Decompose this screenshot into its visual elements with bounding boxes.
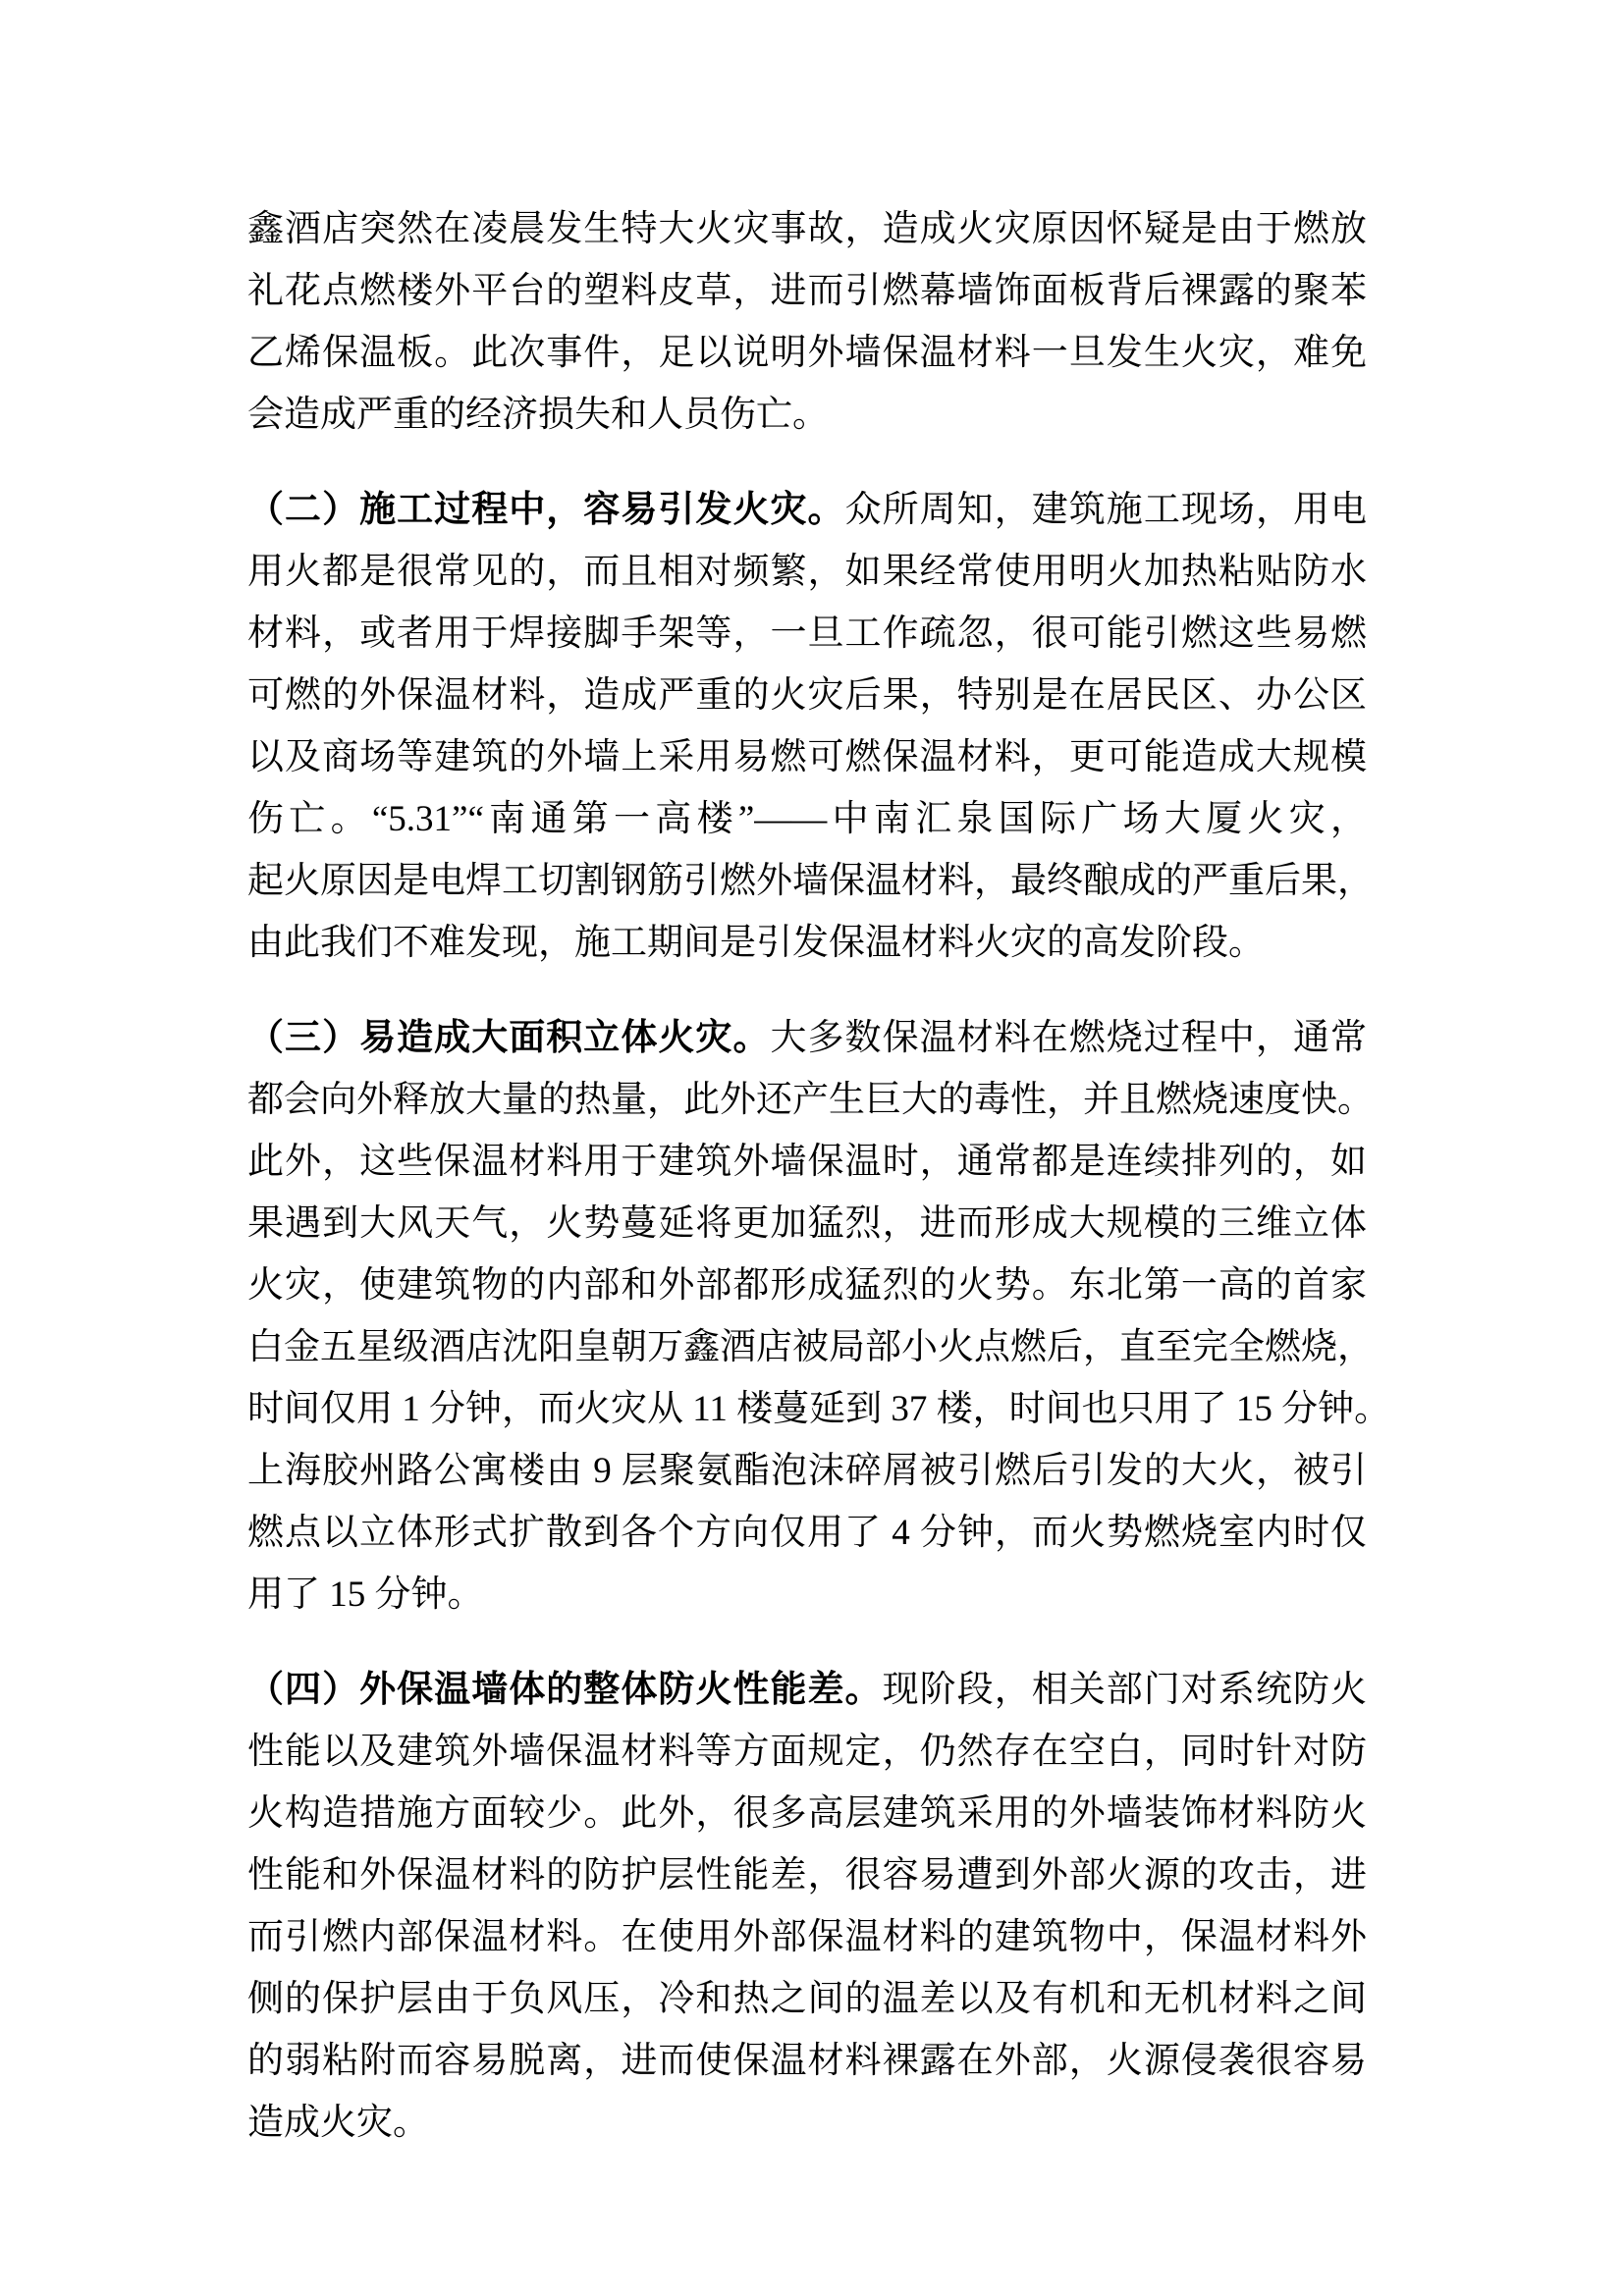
document-body: [247, 198, 1391, 2187]
line-text: 乙烯保温板。此次事件，足以说明外墙保温材料一旦发生火灾，难免: [247, 333, 1367, 373]
line-text: 白金五星级酒店沈阳皇朝万鑫酒店被局部小火点燃后，直至完全燃烧，: [247, 1327, 1374, 1367]
text-line: [247, 665, 1367, 726]
line-text: 造成火灾。: [247, 2103, 429, 2143]
line-text: 火灾，使建筑物的内部和外部都形成猛烈的火势。东北第一高的首家: [247, 1265, 1367, 1306]
section-heading: （二）施工过程中，容易引发火灾。: [247, 490, 845, 530]
line-text: 都会向外释放大量的热量，此外还产生巨大的毒性，并且燃烧速度快。: [247, 1080, 1374, 1120]
line-text: 鑫酒店突然在凌晨发生特大火灾事故，造成火灾原因怀疑是由于燃放: [247, 209, 1367, 249]
text-line: [247, 1131, 1367, 1193]
line-text: 起火原因是电焊工切割钢筋引燃外墙保温材料，最终酿成的严重后果，: [247, 861, 1374, 901]
paragraph: [247, 479, 1374, 974]
text-line: [247, 1721, 1367, 1783]
paragraph: [247, 1659, 1367, 2154]
line-text: 可燃的外保温材料，造成严重的火灾后果，特别是在居民区、办公区: [247, 675, 1367, 716]
line-text: 燃点以立体形式扩散到各个方向仅用了 4 分钟，而火势燃烧室内时仅: [247, 1513, 1367, 1553]
text-line: [247, 1193, 1367, 1255]
text-line: [247, 788, 1367, 850]
line-text: 时间仅用 1 分钟，而火灾从 11 楼蔓延到 37 楼，时间也只用了 15 分钟。: [247, 1389, 1391, 1429]
line-text: 用火都是很常见的，而且相对频繁，如果经常使用明火加热粘贴防水: [247, 552, 1367, 592]
text-line: [247, 198, 1367, 260]
text-line: [247, 1440, 1367, 1502]
text-line: [247, 1255, 1367, 1316]
text-line: [247, 1659, 1367, 1721]
line-text: 果遇到大风天气，火势蔓延将更加猛烈，进而形成大规模的三维立体: [247, 1203, 1367, 1244]
line-text: 此外，这些保温材料用于建筑外墙保温时，通常都是连续排列的，如: [247, 1142, 1367, 1182]
line-text: 火构造措施方面较少。此外，很多高层建筑采用的外墙装饰材料防火: [247, 1793, 1367, 1834]
paragraph: [247, 198, 1367, 446]
line-text: 上海胶州路公寓楼由 9 层聚氨酯泡沫碎屑被引燃后引发的大火，被引: [247, 1451, 1367, 1491]
text-line: [247, 260, 1367, 322]
text-line: [247, 912, 1367, 974]
text-line: [247, 850, 1374, 912]
line-text: 以及商场等建筑的外墙上采用易燃可燃保温材料，更可能造成大规模: [247, 737, 1367, 777]
text-line: [247, 1844, 1367, 1906]
text-line: [247, 1783, 1367, 1844]
text-line: [247, 1378, 1391, 1440]
line-text: 大多数保温材料在燃烧过程中，通常: [770, 1018, 1368, 1058]
line-text: 由此我们不难发现，施工期间是引发保温材料火灾的高发阶段。: [247, 923, 1265, 963]
text-line: [247, 384, 1367, 446]
section-heading: （三）易造成大面积立体火灾。: [247, 1018, 771, 1058]
text-line: [247, 1316, 1374, 1378]
line-text: 伤亡。“5.31”“南通第一高楼”——中南汇泉国际广场大厦火灾，: [247, 799, 1367, 839]
text-line: [247, 541, 1367, 603]
line-text: 会造成严重的经济损失和人员伤亡。: [247, 395, 829, 435]
line-text: 性能以及建筑外墙保温材料等方面规定，仍然存在空白，同时针对防: [247, 1732, 1367, 1772]
section-heading: （四）外保温墙体的整体防火性能差。: [247, 1670, 883, 1710]
line-text: 侧的保护层由于负风压，冷和热之间的温差以及有机和无机材料之间: [247, 1979, 1367, 2019]
text-line: [247, 479, 1367, 541]
line-text: 众所周知，建筑施工现场，用电: [844, 490, 1368, 530]
text-line: [247, 1564, 1367, 1626]
text-line: [247, 1069, 1374, 1131]
text-line: [247, 1968, 1367, 2030]
line-text: 的弱粘附而容易脱离，进而使保温材料裸露在外部，火源侵袭很容易: [247, 2041, 1367, 2081]
text-line: [247, 2092, 1367, 2154]
line-text: 性能和外保温材料的防护层性能差，很容易遭到外部火源的攻击，进: [247, 1855, 1367, 1896]
text-line: [247, 1502, 1367, 1564]
text-line: [247, 603, 1367, 665]
text-line: [247, 726, 1367, 788]
paragraph: [247, 1007, 1391, 1626]
line-text: 用了 15 分钟。: [247, 1575, 484, 1615]
line-text: 现阶段，相关部门对系统防火: [882, 1670, 1368, 1710]
text-line: [247, 2030, 1367, 2092]
text-line: [247, 322, 1367, 384]
text-line: [247, 1906, 1367, 1968]
line-text: 而引燃内部保温材料。在使用外部保温材料的建筑物中，保温材料外: [247, 1917, 1367, 1957]
text-line: [247, 1007, 1367, 1069]
line-text: 材料，或者用于焊接脚手架等，一旦工作疏忽，很可能引燃这些易燃: [247, 614, 1367, 654]
line-text: 礼花点燃楼外平台的塑料皮草，进而引燃幕墙饰面板背后裸露的聚苯: [247, 271, 1367, 311]
